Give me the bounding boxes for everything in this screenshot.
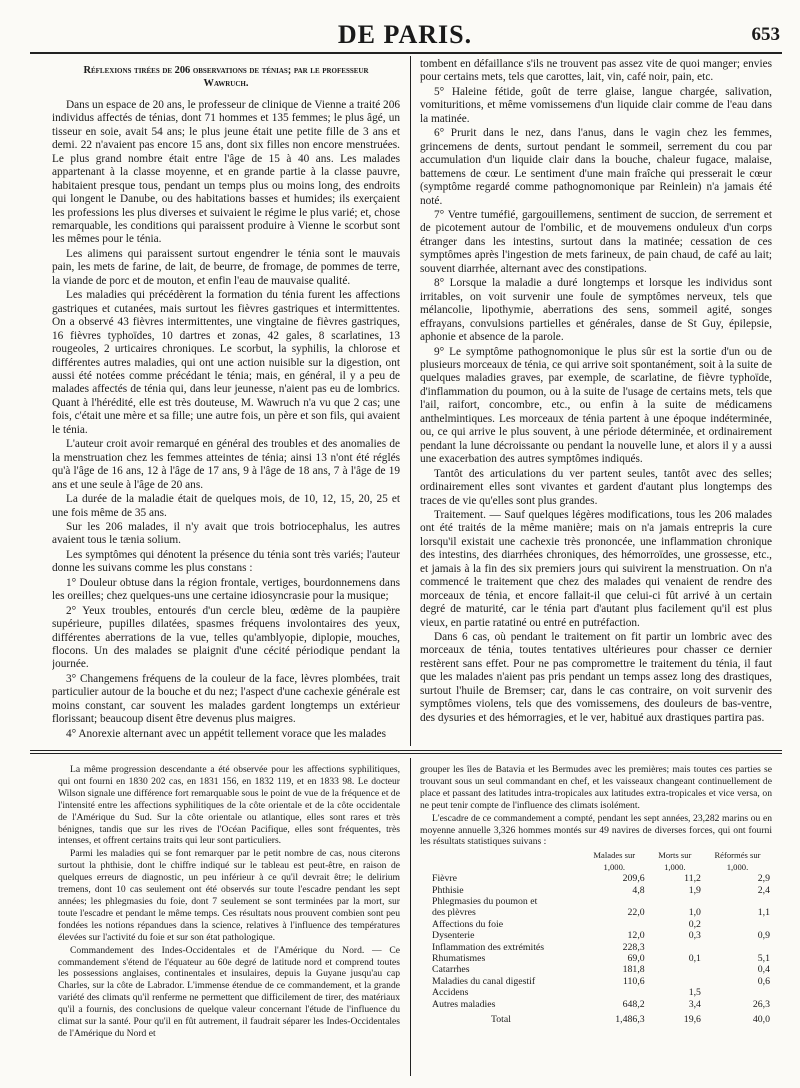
cell-reformes: 2,9 (757, 873, 770, 885)
page-header (30, 16, 780, 50)
paragraph: Les maladies qui précédèrent la formation du ténia furent les affections gastriques et cutanées, mais surtout les fièvres gastriques et intermittentes. On a observé 43 fièvres intermittentes, une vingtaine de fièvres gastriques, 16 fièvres typhoïdes, 10 dartres et zonas, 42 gales, 8 scarlatines, 13 rougeoles, 2 urticaires chroniques. Le scorbut, la syphilis, la chlorose et différentes autres maladies, qui ont une action nuisible sur la digestion, ont aussi été notées comme précédant le ténia; mais, en général, il y a peu de malades affectés de ténia qui, dans leur jeunesse, n'aient pas eu de lombrics. Quant à l'hérédité, elle est très douteuse, M. Wawruch n'a vu que 2 cas; une fois, c'était une mère et sa fille; une autre fois, un père et son fils, qui avaient le ténia. (52, 289, 400, 436)
table-row (420, 907, 772, 918)
cell-morts: 1,0 (688, 907, 701, 919)
column-divider-bottom (410, 758, 411, 1076)
row-label: Inflammation des extrémités (432, 941, 545, 953)
article-left-column (52, 64, 400, 748)
paragraph: 3° Changemens fréquens de la couleur de la face, lèvres plombées, trait particulier autour de la bouche et du nez; l'aspect d'une cachexie générale est moins constant, car souvent les malades gardent longtemps un extérieur florissant; beaucoup disent être devenus plus maigres. (52, 672, 400, 726)
article-right-column (420, 58, 772, 748)
column-header: Malades sur 1,000. (593, 850, 636, 872)
cell-morts: 11,2 (684, 873, 701, 885)
cell-morts: 1,9 (688, 884, 701, 896)
cell-malades (582, 896, 647, 907)
cell-morts: 0,3 (688, 930, 701, 942)
column-header: Morts sur 1,000. (658, 850, 692, 872)
cell-morts: 0,2 (688, 918, 701, 930)
paragraph: L'auteur croit avoir remarqué en général des troubles et des anomalies de la menstruation chez les femmes atteintes de ténia; ainsi 13 n'ont été réglés qu'à l'âge de 16 ans, 12 à l'âge de 17 ans, 9 à l'âge de 18 ans, 7 à l'âge de 19 ans et une seule à l'âge de 20 ans. (52, 438, 400, 491)
row-label: Autres maladies (432, 998, 496, 1010)
paragraph: 5° Haleine fétide, goût de terre glaise, langue chargée, salivation, vomituritions, et même vomissemens d'un liquide clair comme de l'eau dans la matinée. (420, 85, 772, 125)
cell-reformes: 0,4 (757, 964, 770, 976)
paragraph: Tantôt des articulations du ver partent seules, tantôt avec des selles; ordinairement elles sont vivantes et gardent d'autant plus longtemps des traces de vie qu'elles sont plus grandes. (420, 467, 772, 507)
footnote-paragraph: Parmi les maladies qui se font remarquer par le petit nombre de cas, nous citerons surtout la phthisie, dont le chiffre indiqué sur le tableau est peut-être, en raison de quelques erreurs de diagnostic, un peu inférieur à ce qu'il devrait être; le delirium tremens, dont 10 cas seulement ont été observés sur toute l'escadre pendant les sept années; les phlegmasies du foie, dont 7 seulement se sont terminées par la mort, sur toute l'escadre et pendant le même temps. Ces résultats nous prouvent combien sont peu fondées les notions répandues dans la science, relatives à l'influence des températures élevées sur l'activité du foie et sur son état pathologique. (58, 848, 400, 943)
table-row (420, 873, 772, 884)
table-header-row (420, 850, 772, 873)
footnote-paragraph: La même progression descendante a été observée pour les affections syphilitiques, qui ont fourni en 1830 202 cas, en 1831 156, en 1832 119, et en 1833 98. Le docteur Wilson signale une différence fort remarquable sous le point de vue de la fréquence et de l'intensité entre les affections syphilitiques de la côte orientale et de la côte occidentale de l'Amérique du Sud. Sur la côte orientale ou atlantique, elles sont rares et très bénignes, tandis que sur les rives de l'Océan Pacifique, elles sont fréquentes, très intenses, et offrent certains traits qui leur sont particuliers. (58, 764, 400, 847)
cell-malades: 209,6 (622, 873, 645, 885)
table-row (420, 919, 772, 930)
header-rule (30, 52, 782, 54)
row-label: Phlegmasies du poumon et (432, 895, 538, 907)
cell-morts: 1,5 (688, 987, 701, 999)
cell-morts (647, 896, 703, 907)
footnote-paragraph: Commandement des Indes-Occidentales et de l'Amérique du Nord. — Ce commandement s'étend de l'équateur au 60e degré de latitude nord et comprend toutes les possessions anglaises, continentales et insulaires, depuis la Guyane jusqu'au cap Charles, sur la côte de Labrador. L'immense étendue de ce commandement, et la grande variété des climats qu'il renferme ne permettent que difficilement de tirer, des matériaux qu'il a fournis, des conclusions de quelque valeur concernant l'étude de l'influence du climat sur la santé. Pour qu'il en fût autrement, il faudrait séparer les Indes-Occidentales de l'Amérique du Nord et (58, 944, 400, 1039)
table-row (420, 976, 772, 987)
cell-morts (647, 964, 703, 975)
row-label: Rhumatismes (432, 953, 486, 964)
table-row (420, 987, 772, 998)
paragraph: Les symptômes qui dénotent la présence du ténia sont très variés; l'auteur donne les suivans comme les plus constans : (52, 548, 400, 575)
cell-morts (647, 976, 703, 987)
cell-morts: 0,1 (688, 953, 701, 964)
cell-malades: 110,6 (622, 975, 645, 987)
cell-malades: 12,0 (627, 930, 645, 942)
cell-morts (647, 942, 703, 953)
cell-reformes (703, 896, 772, 907)
paragraph: Traitement. — Sauf quelques légères modifications, tous les 206 malades ont été traités de la même manière; mais on n'a jamais entrepris la cure lorsqu'il existait une cachexie très prononcée, une inflammation chronique des intestins, des diarrhées chroniques, des hémorroïdes, une grossesse, etc., et jamais à la fin des six premiers jours qui suivirent la menstruation. On n'a commencé le traitement que chez des malades qui venaient de rendre des morceaux de ténia, et encore fallait-il que celui-ci fût arrivé à un certain degré de maturité, car le ténia part d'autant plus facilement qu'il est plus vieux, en partie ratatiné ou entré en putréfaction. (420, 508, 772, 629)
cell-reformes (703, 919, 772, 930)
row-label: Affections du foie (432, 918, 504, 930)
table-row (420, 930, 772, 941)
paragraph: Les alimens qui paraissent surtout engendrer le ténia sont le mauvais pain, les mets de farine, de lait, de beurre, de fromage, de pommes de terre, la viande de porc et de mouton, et enfin l'eau de mauvaise qualité. (52, 247, 400, 287)
cell-malades: 228,3 (622, 941, 645, 953)
paragraph: La durée de la maladie était de quelques mois, de 10, 12, 15, 20, 25 et une fois même de 35 ans. (52, 493, 400, 519)
cell-reformes (703, 987, 772, 998)
table-body (420, 873, 772, 1025)
row-label: Phthisie (432, 884, 464, 896)
paragraph: 9° Le symptôme pathognomonique le plus sûr est la sortie d'un ou de plusieurs morceaux de ténia, ce qui arrive soit spontanément, soit à la suite de quelques maladies graves, par exemple, de scarlatine, de fièvre typhoïde, d'inflammation du poumon, ou à la suite de l'usage de certains mets, tels que l'ail, raifort, concombre, etc., ou enfin à la suite de médicamens anthelmintiques. Les morceaux de ténia partent à une époque indéterminée, ou, ce qui arrive le plus souvent, à une période déterminée, et ordinairement pendant la lune décroissante ou pendant la nouvelle lune, et alors il y a aussi une exacerbation des autres symptômes indiqués. (420, 345, 772, 466)
paragraph: Dans 6 cas, où pendant le traitement on fit partir un lombric avec des morceaux de ténia, toutes tentatives ultérieures pour chasser ce dernier restèrent sans effet. Pour ne pas compromettre le traitement du ténia, il faut que les malades n'aient pas pris pendant un temps assez long des drastiques, surtout l'huile de Bremser; car, dans le cas contraire, on voit survenir des symptômes violens, tels que des vomissemens, des douleurs de bas-ventre, des dysuries et des hémorragies, et le ver, habitué aux drastiques partira pas. (420, 631, 772, 724)
cell-malades (582, 987, 647, 998)
statistics-table (420, 850, 772, 1025)
paragraph: 6° Prurit dans le nez, dans l'anus, dans le vagin chez les femmes, grincemens de dents, surtout pendant le sommeil, serrement du cou par accumulation d'un liquide clair dans la bouche, chaleur fugace, malaise, battemens de cœur. Le sentiment d'une main fraîche qui presserait le cœur (symptôme regardé comme pathognomonique par Reinlein) n'a jamais été noté. (420, 127, 772, 207)
row-label: Catarrhes (432, 964, 470, 976)
footnote-paragraph: grouper les îles de Batavia et les Bermudes avec les premières; mais toutes ces parties se trouvant sous un seul commandant en chef, et les vaisseaux changeant continuellement de place et passant des latitudes intra-tropicales aux latitudes extra-tropicales et vice versa, on ne peut tenir compte de l'influence des climats isolément. (420, 764, 772, 811)
row-label: Dysenterie (432, 930, 475, 942)
article-title: Réflexions tirées de 206 observations de ténias; par le professeur Wawruch. (83, 65, 369, 90)
row-label: des plèvres (432, 907, 476, 919)
cell-reformes: 1,1 (757, 907, 770, 919)
table-row (420, 885, 772, 896)
cell-reformes: 40,0 (752, 1014, 770, 1026)
table-row (420, 896, 772, 907)
paragraph: Sur les 206 malades, il n'y avait que trois botriocephalus, les autres avaient tous le tænia solium. (52, 520, 400, 547)
cell-reformes: 0,9 (757, 930, 770, 942)
table-row (420, 964, 772, 975)
paragraph: 1° Douleur obtuse dans la région frontale, vertiges, bourdonnemens dans les oreilles; chez quelques-uns une certaine idiosyncrasie pour la musique; (52, 576, 400, 603)
row-label: Fièvre (432, 873, 458, 885)
table-row (420, 942, 772, 953)
table-total-row (420, 1010, 772, 1025)
table-row (420, 953, 772, 964)
cell-reformes: 5,1 (757, 953, 770, 964)
paragraph: 8° Lorsque la maladie a duré longtemps et lorsque les individus sont irritables, on voit survenir une foule de symptômes nerveux, tels que mélancolie, lipothymie, aberrations des sens, sommeil agité, songes effrayans, convulsions partielles et générales, danse de St Guy, épilepsie, aphonie et absence de la parole. (420, 277, 772, 344)
column-header: Réformés sur 1,000. (714, 850, 761, 872)
paragraph: tombent en défaillance s'ils ne trouvent pas assez vite de quoi manger; envies pour certains mets, tels que carottes, lait, vin, café noir, pain, etc. (420, 58, 772, 84)
footnote-rule-2 (30, 753, 782, 754)
paragraph: 4° Anorexie alternant avec un appétit tellement vorace que les malades (66, 727, 387, 740)
cell-malades (582, 919, 647, 930)
cell-malades: 22,0 (627, 907, 645, 919)
footnote-paragraph: L'escadre de ce commandement a compté, pendant les sept années, 23,282 marins ou en moyenne annuelle 3,326 hommes montés sur 49 navires de diverses forces, qui ont fourni les résultats statistiques suivans : (420, 812, 772, 848)
footnote-left-column (58, 764, 400, 1076)
running-title: DE PARIS. (337, 20, 473, 49)
cell-reformes (703, 942, 772, 953)
table-row (420, 999, 772, 1010)
cell-malades: 4,8 (632, 884, 645, 896)
cell-morts: 19,6 (683, 1014, 701, 1026)
paragraph: 2° Yeux troubles, entourés d'un cercle bleu, œdème de la paupière supérieure, pupilles dilatées, spasmes fréquens involontaires des yeux, différentes aberrations de la vue, telles qu'amblyopie, diplopie, mouches, flocons. Un des malades se plaignit d'une cécité périodique pendant la journée. (52, 604, 400, 671)
cell-malades: 648,2 (622, 998, 645, 1010)
row-label: Total (490, 1014, 511, 1026)
page-number: 653 (751, 24, 780, 45)
cell-malades: 1,486,3 (615, 1014, 645, 1026)
column-divider-top (410, 56, 411, 746)
cell-malades: 181,8 (622, 964, 645, 976)
paragraph: Dans un espace de 20 ans, le professeur de clinique de Vienne a traité 206 individus affectés de ténias, dont 71 hommes et 135 femmes; le plus âgé, un tisseur en soie, avait 54 ans; le plus jeune était une petite fille de 3 ans et demi. 22 n'avaient pas encore 15 ans, dont six filles non encore menstruées. Le plus grand nombre était entre l'âge de 15 à 40 ans. Les malades appartenant à la classe moyenne, et en grande partie à la classe pauvre, habitaient presque tous, pendant un temps plus ou moins long, des endroits qui longent le Danube, ou des habitations basses et humides; ils exerçaient les professions les plus diverses et suivaient le régime le plus varié; et, chose remarquable, les conditions qui paraissent produire à Vienne le scorbut sont les mêmes pour le ténia. (52, 98, 400, 246)
cell-reformes: 0,6 (757, 975, 770, 987)
cell-morts: 3,4 (688, 998, 701, 1010)
footnote-right-column (420, 764, 772, 1076)
cell-reformes: 2,4 (757, 884, 770, 896)
cell-reformes: 26,3 (752, 998, 770, 1010)
footnote-rule (30, 750, 782, 751)
row-label: Maladies du canal digestif (432, 975, 536, 987)
cell-malades: 69,0 (627, 953, 645, 964)
paragraph: 7° Ventre tuméfié, gargouillemens, sentiment de succion, de serrement et de picotement autour de l'ombilic, et de mouvemens onduleux d'un corps étranger dans les intestins, surtout dans la matinée; cessation de ces symptômes après l'ingestion de mets farineux, de pain chaud, de café au lait; souvent diarrhée, alternant avec des constipations. (420, 208, 772, 275)
row-label: Accidens (432, 987, 469, 999)
